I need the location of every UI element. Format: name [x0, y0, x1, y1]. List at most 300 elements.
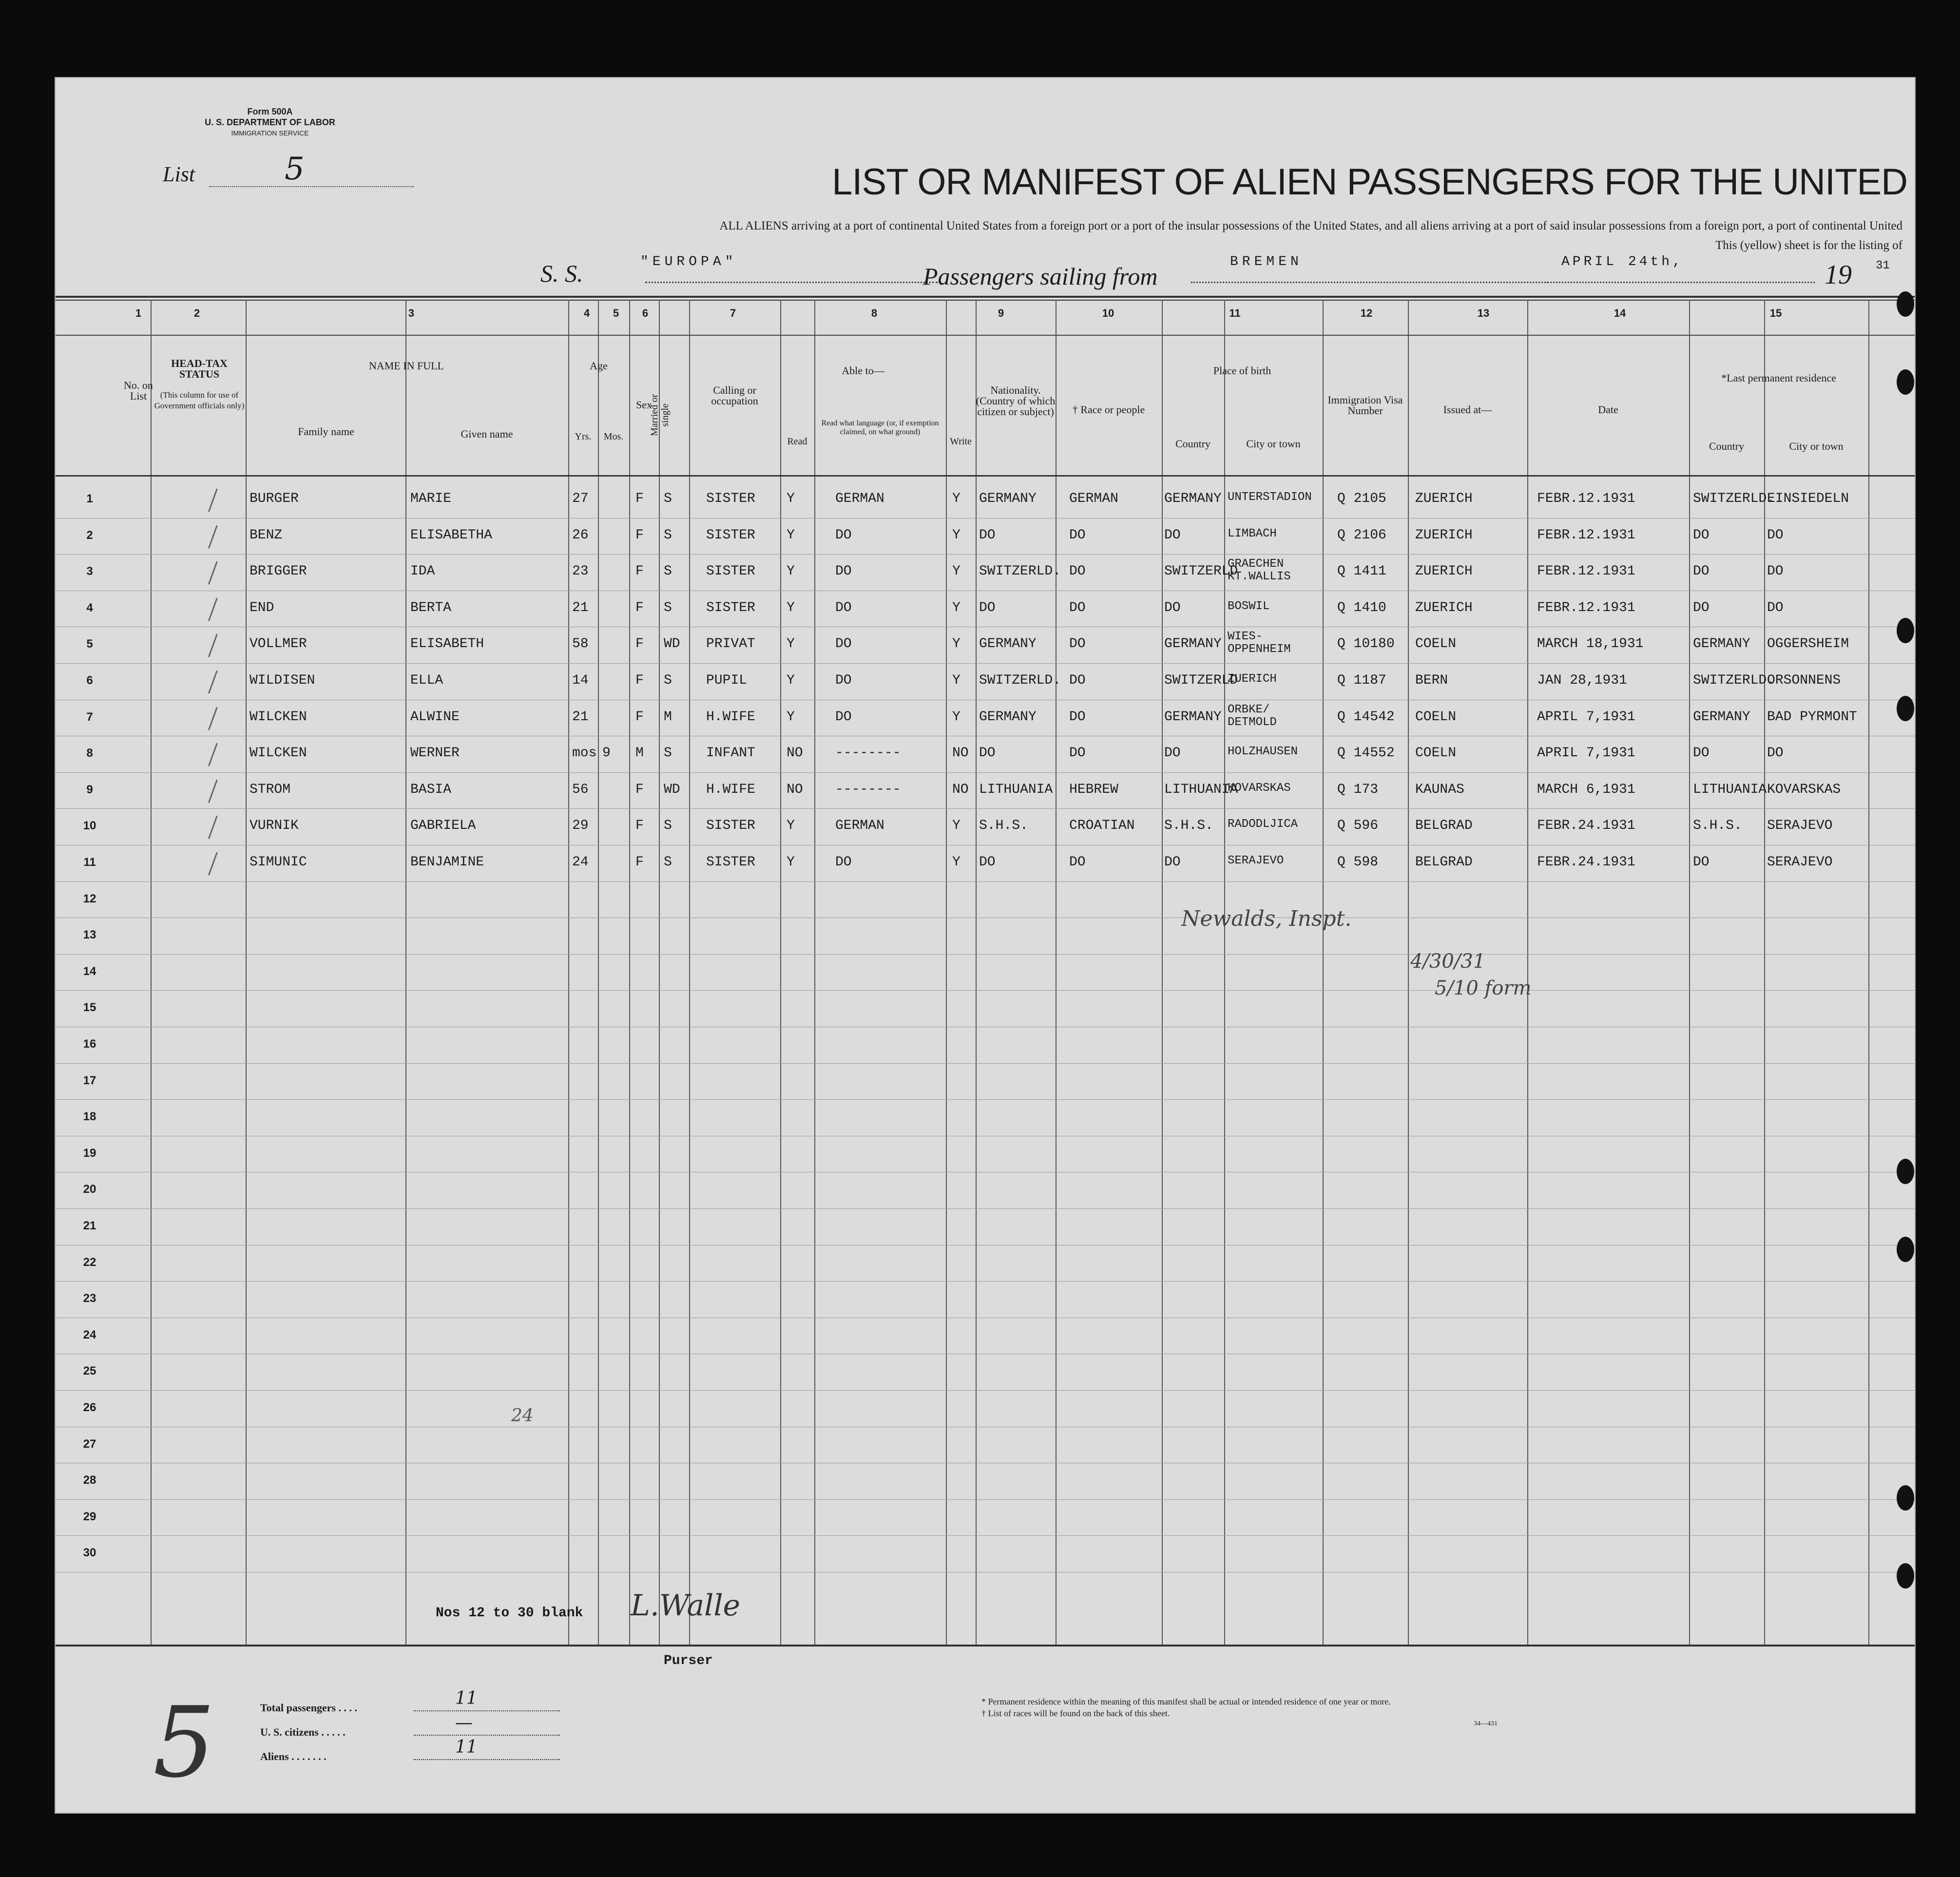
check-mark-icon	[198, 557, 218, 585]
cell-lr-city: KOVARSKAS	[1767, 782, 1841, 797]
cell-date: FEBR.12.1931	[1537, 564, 1635, 579]
row-number: 29	[83, 1510, 96, 1523]
cell-visa: Q 598	[1337, 855, 1379, 870]
cell-yrs: 29	[572, 818, 589, 834]
column-number: 10	[1102, 307, 1115, 319]
cell-yrs: 21	[572, 709, 589, 725]
cell-given: ELISABETHA	[410, 527, 493, 543]
column-divider	[689, 300, 690, 1645]
column-number: 12	[1360, 307, 1373, 319]
cell-lr-city: DO	[1767, 564, 1784, 579]
header-sex: Sex	[636, 399, 652, 411]
cell-lr-country: GERMANY	[1693, 709, 1750, 725]
cell-date: FEBR.24.1931	[1537, 818, 1635, 834]
cell-read: Y	[787, 855, 795, 870]
column-divider	[659, 300, 660, 1645]
check-mark-icon	[198, 667, 218, 694]
column-divider	[976, 300, 977, 1645]
date-line	[1547, 282, 1815, 283]
aliens-value: 11	[455, 1737, 478, 1757]
header-head-tax: HEAD-TAX STATUS	[171, 357, 228, 380]
column-divider	[780, 300, 781, 1645]
column-divider	[1689, 300, 1690, 1645]
cell-write: Y	[952, 491, 961, 506]
cell-write: NO	[952, 782, 969, 797]
cell-given: MARIE	[410, 491, 452, 506]
cell-nat: SWITZERLD.	[979, 673, 1061, 688]
check-mark-icon	[198, 776, 218, 803]
cell-lang: DO	[835, 636, 852, 652]
cell-issued: COELN	[1415, 636, 1457, 652]
cell-read: Y	[787, 673, 795, 688]
punch-hole	[1897, 291, 1914, 317]
column-number: 15	[1769, 307, 1782, 319]
cell-lang: --------	[835, 782, 901, 797]
row-number: 30	[83, 1546, 96, 1560]
cell-ms: S	[664, 527, 672, 543]
punch-hole	[1897, 1237, 1914, 1262]
row-number: 10	[83, 819, 96, 833]
row-number: 4	[86, 601, 93, 614]
row-number: 24	[83, 1328, 96, 1341]
cell-nat: S.H.S.	[979, 818, 1028, 834]
column-number: 7	[730, 307, 736, 319]
column-divider	[246, 300, 247, 1645]
ship-label: S. S.	[540, 260, 583, 287]
row-rule	[56, 1063, 1915, 1064]
row-rule	[56, 954, 1915, 955]
check-mark-icon	[198, 485, 218, 512]
column-divider	[946, 300, 947, 1645]
row-rule	[56, 808, 1915, 809]
cell-sex: F	[635, 818, 644, 834]
cell-lr-city: ORSONNENS	[1767, 673, 1841, 688]
cell-lang: DO	[835, 527, 852, 543]
cell-read: Y	[787, 709, 795, 725]
cell-occ: INFANT	[706, 746, 755, 761]
cell-write: Y	[952, 636, 961, 652]
blank-note: Nos 12 to 30 blank	[436, 1606, 583, 1621]
handwritten-note: Newalds, Inspt.	[1181, 906, 1352, 931]
header-issued-at: Issued at—	[1443, 403, 1492, 416]
cell-read: Y	[787, 564, 795, 579]
sailing-label: Passengers sailing from	[923, 263, 1158, 290]
cell-yrs: 23	[572, 564, 589, 579]
header-write: Write	[950, 436, 972, 447]
cell-family: VURNIK	[250, 818, 299, 834]
cell-write: Y	[952, 600, 961, 615]
header-visa-number: Immigration Visa Number	[1327, 394, 1403, 417]
cell-issued: COELN	[1415, 709, 1457, 725]
cell-lang: DO	[835, 600, 852, 615]
row-number: 28	[83, 1474, 96, 1487]
cell-pob-city: ZUERICH	[1228, 672, 1277, 686]
cell-nat: LITHUANIA	[979, 782, 1053, 797]
header-date: Date	[1598, 403, 1618, 416]
punch-hole	[1897, 369, 1914, 395]
row-rule	[56, 1208, 1915, 1209]
page-title: LIST OR MANIFEST OF ALIEN PASSENGERS FOR THE UNITED	[832, 161, 1907, 203]
header-read-language: Read what language (or, if exemption claimed, on what ground)	[821, 419, 939, 436]
cell-yrs: 24	[572, 855, 589, 870]
form-identifier	[187, 106, 353, 138]
cell-yrs: 56	[572, 782, 589, 797]
check-mark-icon	[198, 594, 218, 621]
form-number: Form 500A	[247, 107, 293, 116]
column-number: 11	[1229, 307, 1241, 319]
handwritten-page-number: 5	[153, 1686, 215, 1800]
total-passengers-line	[414, 1710, 560, 1711]
cell-lr-city: OGGERSHEIM	[1767, 636, 1849, 652]
cell-lr-city: EINSIEDELN	[1767, 491, 1849, 506]
cell-write: Y	[952, 673, 961, 688]
cell-occ: PUPIL	[706, 673, 748, 688]
cell-nat: DO	[979, 746, 996, 761]
row-number: 6	[86, 674, 93, 687]
cell-issued: BERN	[1415, 673, 1448, 688]
cell-lang: DO	[835, 855, 852, 870]
row-rule	[56, 1535, 1915, 1536]
cell-pob-country: SWITZERLD	[1164, 564, 1238, 579]
header-rule	[56, 335, 1915, 336]
column-number: 6	[642, 307, 649, 319]
row-rule	[56, 990, 1915, 991]
cell-sex: F	[635, 673, 644, 688]
cell-visa: Q 1410	[1337, 600, 1386, 615]
cell-write: Y	[952, 855, 961, 870]
list-label: List	[163, 162, 195, 186]
cell-occ: SISTER	[706, 600, 755, 615]
cell-pob-city: LIMBACH	[1228, 527, 1277, 540]
cell-date: MARCH 6,1931	[1537, 782, 1635, 797]
row-number: 3	[86, 565, 93, 578]
cell-date: APRIL 7,1931	[1537, 709, 1635, 725]
column-divider	[598, 300, 599, 1645]
check-mark-icon	[198, 631, 218, 658]
cell-occ: H.WIFE	[706, 782, 755, 797]
cell-race: CROATIAN	[1069, 818, 1135, 834]
row-number: 12	[83, 892, 96, 905]
cell-given: BENJAMINE	[410, 855, 484, 870]
cell-pob-country: DO	[1164, 527, 1181, 543]
cell-issued: ZUERICH	[1415, 564, 1473, 579]
cell-race: DO	[1069, 746, 1086, 761]
cell-pob-city: RADODLJICA	[1228, 818, 1298, 831]
cell-lr-city: DO	[1767, 746, 1784, 761]
column-number: 14	[1614, 307, 1626, 319]
cell-write: Y	[952, 709, 961, 725]
cell-read: NO	[787, 746, 803, 761]
column-divider	[1868, 300, 1869, 1645]
cell-pob-city: KOVARSKAS	[1228, 781, 1291, 795]
cell-issued: ZUERICH	[1415, 600, 1473, 615]
column-divider	[151, 300, 152, 1645]
cell-read: Y	[787, 600, 795, 615]
row-number: 21	[83, 1219, 96, 1232]
cell-visa: Q 2105	[1337, 491, 1386, 506]
cell-lang: DO	[835, 673, 852, 688]
cell-lang: --------	[835, 746, 901, 761]
cell-lr-city: SERAJEVO	[1767, 855, 1833, 870]
cell-lr-country: SWITZERLD.	[1693, 673, 1775, 688]
cell-family: SIMUNIC	[250, 855, 307, 870]
cell-lr-country: SWITZERLD.	[1693, 491, 1775, 506]
list-number: 5	[285, 151, 305, 187]
cell-sex: F	[635, 709, 644, 725]
cell-given: BERTA	[410, 600, 452, 615]
header-last-residence: *Last permanent residence	[1721, 372, 1836, 384]
cell-occ: PRIVAT	[706, 636, 755, 652]
cell-occ: SISTER	[706, 564, 755, 579]
cell-family: WILDISEN	[250, 673, 315, 688]
sailing-date: APRIL 24th,	[1561, 254, 1684, 269]
cell-sex: F	[635, 782, 644, 797]
cell-pob-country: DO	[1164, 855, 1181, 870]
cell-write: NO	[952, 746, 969, 761]
header-pob-country: Country	[1175, 438, 1211, 450]
cell-pob-city: GRAECHEN KT.WALLIS	[1228, 557, 1291, 584]
cell-pob-country: GERMANY	[1164, 636, 1222, 652]
header-place-of-birth: Place of birth	[1213, 364, 1271, 377]
cell-issued: COELN	[1415, 746, 1457, 761]
subtitle-line-2: This (yellow) sheet is for the listing of	[1715, 239, 1902, 252]
column-divider	[1224, 300, 1225, 1645]
ship-line	[645, 282, 938, 283]
cell-lang: DO	[835, 709, 852, 725]
row-number: 1	[86, 492, 93, 505]
row-number: 22	[83, 1255, 96, 1269]
cell-visa: Q 1411	[1337, 564, 1386, 579]
cell-given: ALWINE	[410, 709, 460, 725]
cell-ms: S	[664, 746, 672, 761]
row-number: 20	[83, 1183, 96, 1196]
cell-yrs: 58	[572, 636, 589, 652]
service-name: IMMIGRATION SERVICE	[231, 129, 309, 137]
row-number: 17	[83, 1073, 96, 1087]
row-number: 8	[86, 747, 93, 760]
cell-sex: F	[635, 491, 644, 506]
cell-family: STROM	[250, 782, 291, 797]
aliens-line	[414, 1759, 560, 1760]
cell-yrs: 21	[572, 600, 589, 615]
row-rule	[56, 554, 1915, 555]
cell-occ: SISTER	[706, 818, 755, 834]
cell-lr-country: DO	[1693, 527, 1710, 543]
punch-hole	[1897, 1485, 1914, 1511]
column-number: 1	[135, 307, 142, 319]
cell-pob-country: DO	[1164, 600, 1181, 615]
row-rule	[56, 1099, 1915, 1100]
cell-family: BENZ	[250, 527, 283, 543]
header-yrs: Yrs.	[575, 431, 592, 442]
cell-ms: S	[664, 855, 672, 870]
header-lr-city: City or town	[1789, 440, 1844, 452]
total-passengers-label: Total passengers . . . .	[260, 1702, 358, 1714]
cell-read: Y	[787, 818, 795, 834]
punch-hole	[1897, 696, 1914, 721]
header-no-on-list: No. on List	[124, 379, 153, 402]
cell-date: FEBR.24.1931	[1537, 855, 1635, 870]
header-bottom-rule	[56, 475, 1915, 477]
cell-pob-city: BOSWIL	[1228, 599, 1270, 613]
footnote-residence: * Permanent residence within the meaning of this manifest shall be actual or intended residence of one year or more.	[981, 1697, 1391, 1706]
port-line	[1191, 282, 1581, 283]
purser-label: Purser	[664, 1653, 713, 1668]
cell-date: APRIL 7,1931	[1537, 746, 1635, 761]
purser-signature: L.Walle	[631, 1589, 741, 1623]
row-rule	[56, 1281, 1915, 1282]
column-divider	[1056, 300, 1057, 1645]
subtitle-line-1: ALL ALIENS arriving at a port of continental United States from a foreign port or a port of the insular possessions of the United States, and all aliens arriving at a port of said insular possessions from a foreign port, a port of continental United	[719, 219, 1902, 232]
cell-family: VOLLMER	[250, 636, 307, 652]
cell-sex: F	[635, 636, 644, 652]
column-divider	[1323, 300, 1324, 1645]
row-number: 15	[83, 1001, 96, 1015]
check-mark-icon	[198, 521, 218, 549]
cell-mos: 9	[602, 746, 611, 761]
cell-race: DO	[1069, 855, 1086, 870]
handwritten-date: 4/30/31	[1410, 950, 1486, 973]
row-number: 13	[83, 928, 96, 942]
cell-lr-city: SERAJEVO	[1767, 818, 1833, 834]
cell-lr-country: GERMANY	[1693, 636, 1750, 652]
cell-date: FEBR.12.1931	[1537, 491, 1635, 506]
row-number: 7	[86, 710, 93, 724]
column-number: 4	[583, 307, 590, 319]
cell-lr-country: DO	[1693, 600, 1710, 615]
cell-nat: GERMANY	[979, 636, 1037, 652]
cell-lang: DO	[835, 564, 852, 579]
year-prefix: 19	[1825, 260, 1852, 290]
cell-read: Y	[787, 636, 795, 652]
cell-given: GABRIELA	[410, 818, 476, 834]
column-number: 3	[408, 307, 415, 319]
cell-ms: S	[664, 818, 672, 834]
cell-visa: Q 2106	[1337, 527, 1386, 543]
column-divider	[814, 300, 815, 1645]
cell-nat: GERMANY	[979, 491, 1037, 506]
header-married-or-single: Married or single	[649, 394, 671, 437]
cell-pob-country: GERMANY	[1164, 709, 1222, 725]
header-name-in-full: NAME IN FULL	[369, 360, 444, 372]
cell-ms: M	[664, 709, 672, 725]
column-divider	[1408, 300, 1409, 1645]
column-divider	[1527, 300, 1528, 1645]
row-number: 25	[83, 1364, 96, 1378]
cell-family: WILCKEN	[250, 746, 307, 761]
cell-pob-country: S.H.S.	[1164, 818, 1213, 834]
column-number: 8	[871, 307, 878, 319]
cell-pob-city: UNTERSTADION	[1228, 491, 1312, 504]
cell-yrs: 26	[572, 527, 589, 543]
check-mark-icon	[198, 739, 218, 766]
cell-sex: F	[635, 855, 644, 870]
table-top-rule-2	[56, 300, 1915, 301]
cell-race: DO	[1069, 564, 1086, 579]
ship-name: "EUROPA"	[640, 254, 737, 269]
row-number: 16	[83, 1037, 96, 1051]
cell-nat: DO	[979, 527, 996, 543]
list-number-line	[209, 186, 414, 187]
cell-given: ELLA	[410, 673, 443, 688]
cell-pob-city: ORBKE/ DETMOLD	[1228, 703, 1277, 729]
aliens-label: Aliens . . . . . . .	[260, 1750, 327, 1762]
cell-given: WERNER	[410, 746, 460, 761]
cell-race: DO	[1069, 673, 1086, 688]
cell-date: MARCH 18,1931	[1537, 636, 1644, 652]
column-number: 5	[613, 307, 619, 319]
cell-nat: DO	[979, 855, 996, 870]
table-bottom-rule	[56, 1645, 1915, 1647]
cell-occ: SISTER	[706, 491, 755, 506]
row-rule	[56, 881, 1915, 882]
cell-nat: DO	[979, 600, 996, 615]
table-top-rule	[56, 296, 1915, 298]
cell-pob-country: GERMANY	[1164, 491, 1222, 506]
port-of-departure: BREMEN	[1230, 254, 1303, 269]
check-mark-icon	[198, 703, 218, 730]
cell-issued: KAUNAS	[1415, 782, 1464, 797]
cell-lr-city: DO	[1767, 600, 1784, 615]
footer-form-code: 34—431	[1474, 1720, 1498, 1727]
header-lr-country: Country	[1709, 440, 1745, 452]
cell-visa: Q 14552	[1337, 746, 1395, 761]
row-number: 23	[83, 1292, 96, 1305]
cell-ms: S	[664, 673, 672, 688]
cell-family: WILCKEN	[250, 709, 307, 725]
cell-yrs: 14	[572, 673, 589, 688]
handwritten-form-note: 5/10 form	[1435, 977, 1532, 999]
row-number: 19	[83, 1146, 96, 1160]
row-number: 2	[86, 528, 93, 542]
punch-hole	[1897, 1563, 1914, 1589]
row-number: 27	[83, 1437, 96, 1451]
cell-sex: M	[635, 746, 644, 761]
cell-family: BURGER	[250, 491, 299, 506]
cell-race: DO	[1069, 636, 1086, 652]
column-number: 2	[193, 307, 200, 319]
header-age: Age	[590, 360, 608, 372]
cell-date: JAN 28,1931	[1537, 673, 1627, 688]
header-given-name: Given name	[461, 428, 513, 440]
cell-issued: ZUERICH	[1415, 491, 1473, 506]
cell-given: IDA	[410, 564, 435, 579]
cell-issued: ZUERICH	[1415, 527, 1473, 543]
cell-family: END	[250, 600, 274, 615]
cell-pob-city: SERAJEVO	[1228, 854, 1284, 867]
cell-nat: GERMANY	[979, 709, 1037, 725]
cell-lr-country: DO	[1693, 855, 1710, 870]
column-number: 13	[1477, 307, 1490, 319]
cell-lr-country: S.H.S.	[1693, 818, 1742, 834]
cell-sex: F	[635, 527, 644, 543]
cell-ms: WD	[664, 782, 680, 797]
manifest-sheet	[55, 77, 1916, 1814]
row-rule	[56, 1499, 1915, 1500]
cell-write: Y	[952, 527, 961, 543]
cell-ms: S	[664, 564, 672, 579]
column-number: 9	[998, 307, 1004, 319]
cell-read: NO	[787, 782, 803, 797]
row-number: 18	[83, 1110, 96, 1124]
cell-pob-country: SWITZERLD	[1164, 673, 1238, 688]
row-number: 5	[86, 637, 93, 651]
column-divider	[629, 300, 630, 1645]
cell-lr-city: BAD PYRMONT	[1767, 709, 1857, 725]
us-citizens-label: U. S. citizens . . . . .	[260, 1726, 346, 1738]
cell-issued: BELGRAD	[1415, 818, 1473, 834]
cell-occ: SISTER	[706, 527, 755, 543]
